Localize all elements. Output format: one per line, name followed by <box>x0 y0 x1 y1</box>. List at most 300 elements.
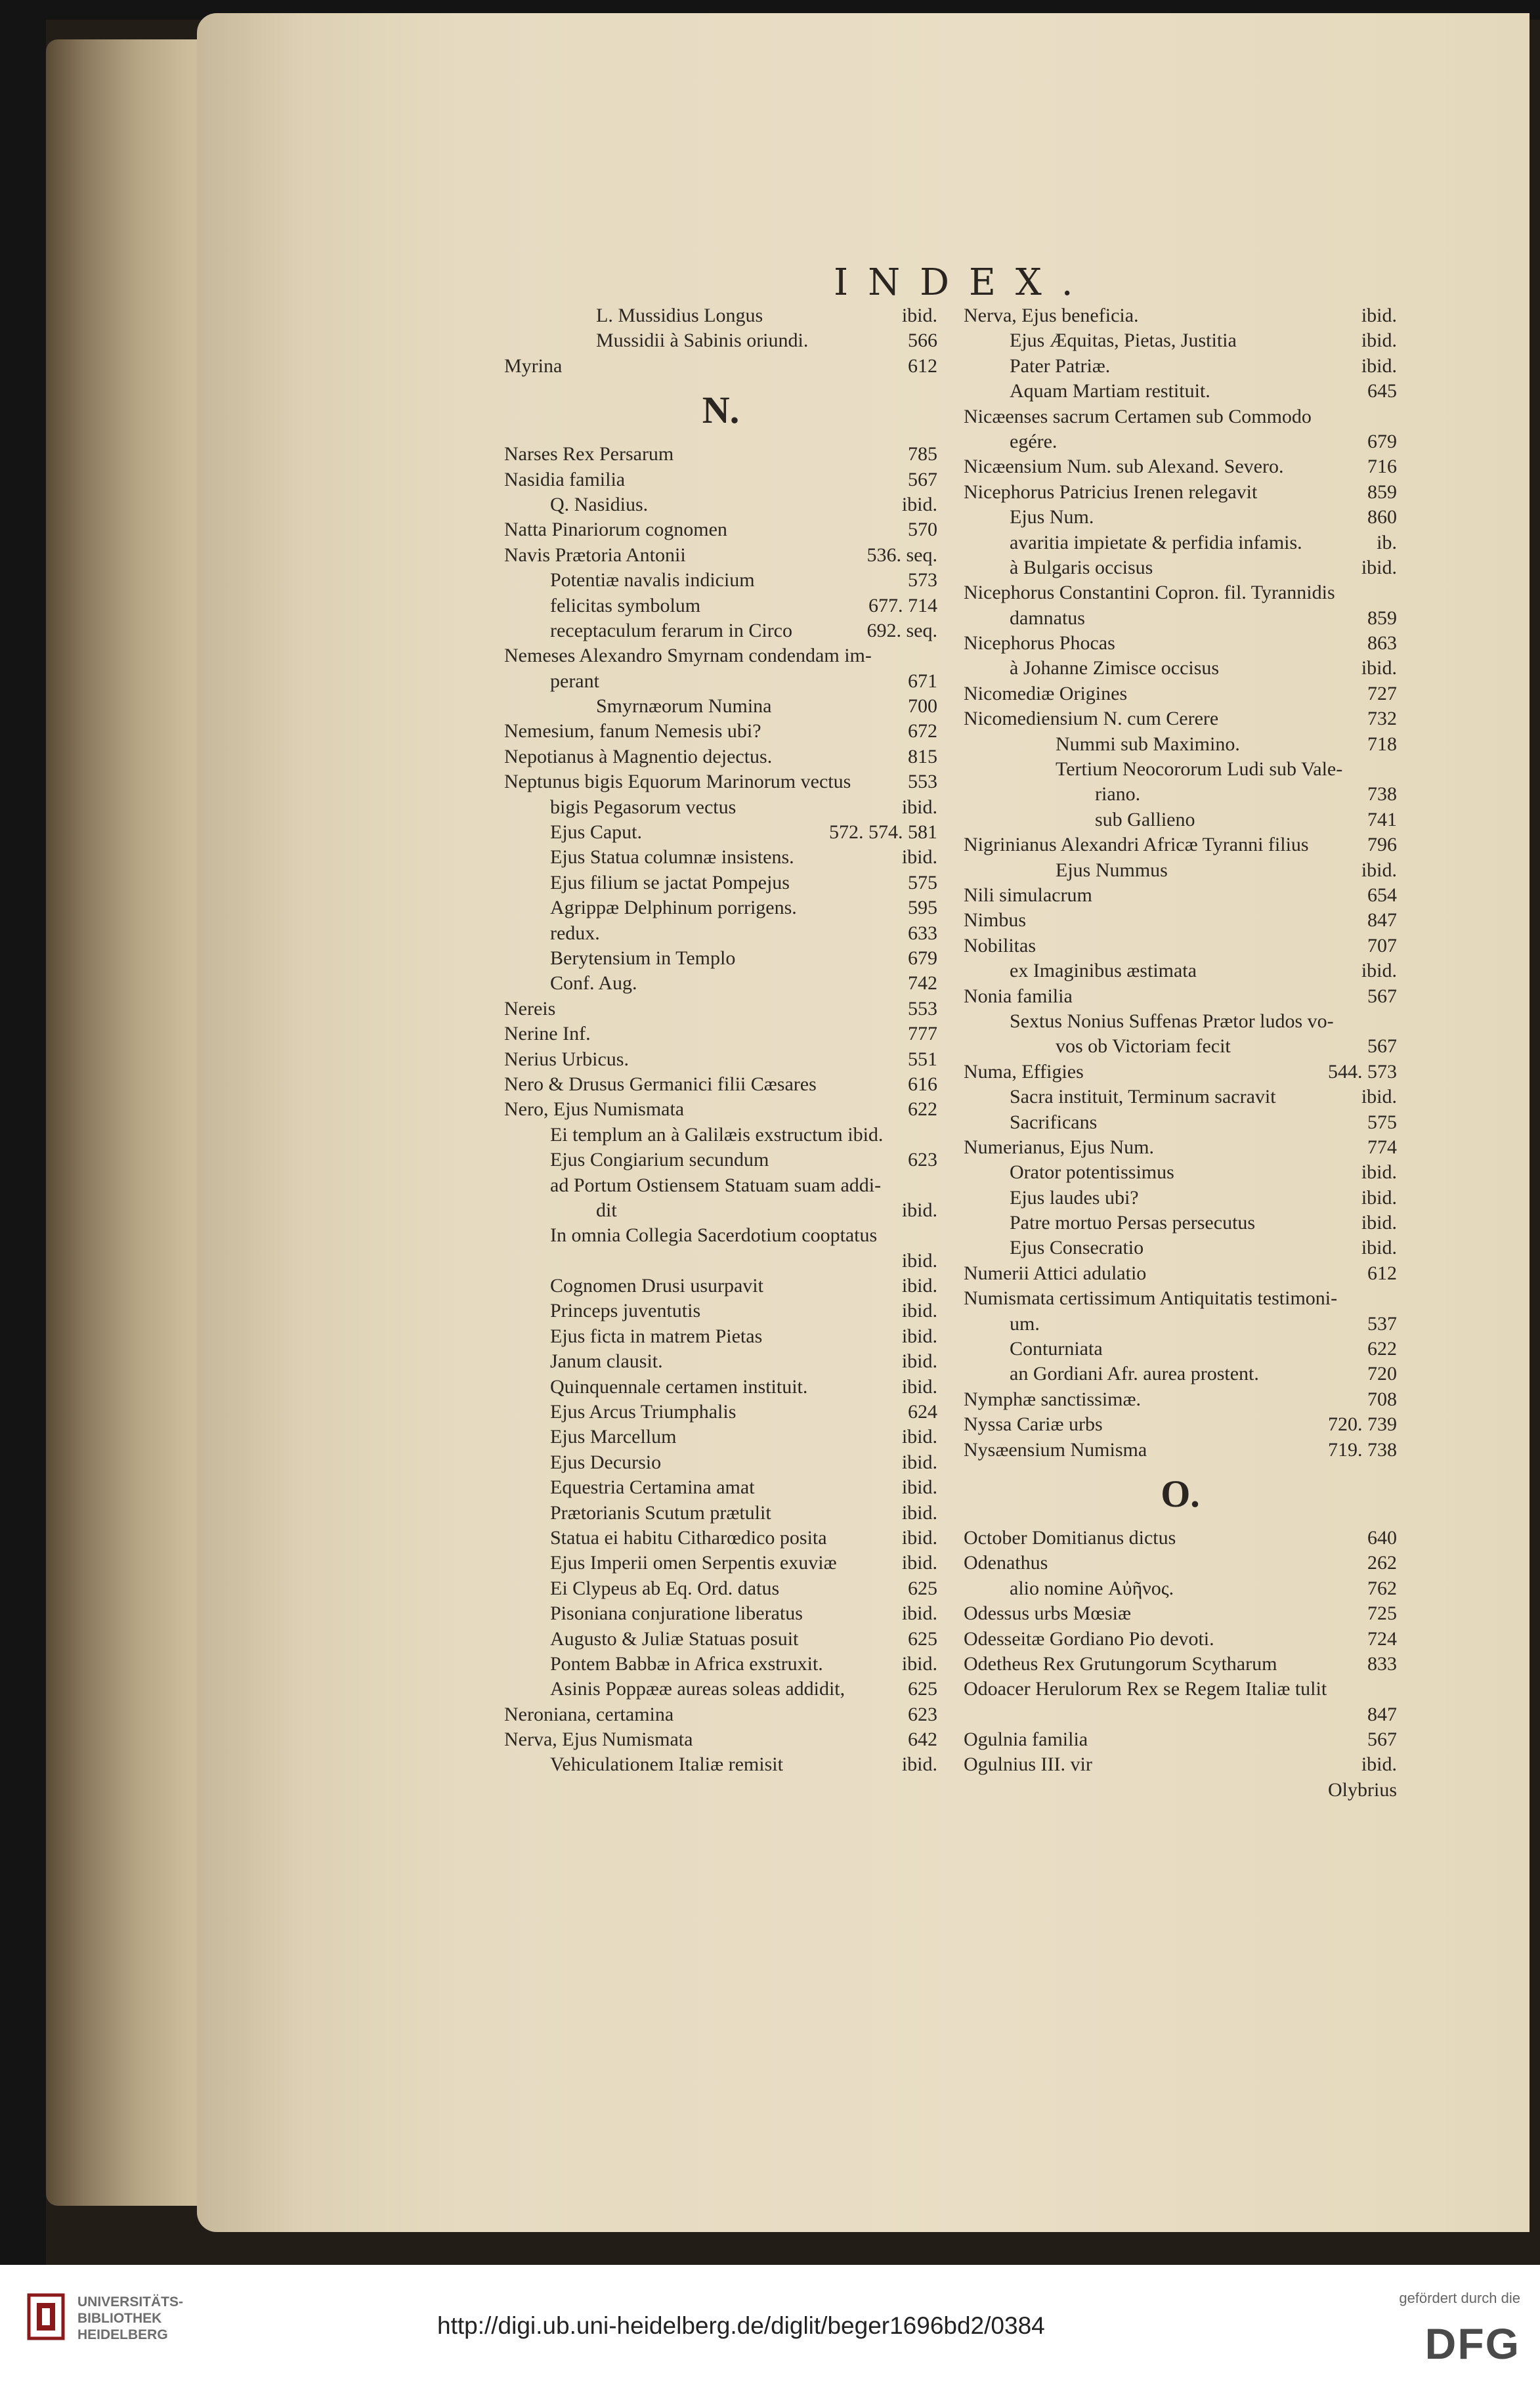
index-entry <box>504 1097 937 1122</box>
entry-term: Ejus laudes ubi? <box>1010 1186 1139 1209</box>
entry-page-ref: 716 <box>1367 456 1397 478</box>
entry-page-ref: 718 <box>1367 733 1397 755</box>
index-entry <box>504 1223 937 1248</box>
index-entry <box>504 643 937 668</box>
index-entry <box>964 1601 1397 1626</box>
entry-term: Cognomen Drusi usurpavit <box>550 1275 763 1297</box>
index-entry <box>964 1085 1397 1109</box>
index-entry <box>964 782 1397 807</box>
entry-term: Ejus Arcus Triumphalis <box>550 1401 737 1423</box>
index-entry <box>964 454 1397 479</box>
index-entry <box>964 908 1397 933</box>
index-entry <box>504 694 937 719</box>
entry-term: L. Mussidius Longus <box>596 305 763 326</box>
index-entry <box>504 1123 937 1148</box>
entry-page-ref: ibid. <box>1361 1212 1397 1234</box>
entry-page-ref: ibid. <box>901 1375 937 1398</box>
index-entry <box>504 1702 937 1727</box>
entry-page-ref: 847 <box>1367 909 1397 932</box>
entry-page-ref: 622 <box>1367 1338 1397 1360</box>
entry-term: Agrippæ Delphinum porrigens. <box>550 897 797 919</box>
entry-term: Janum clausit. <box>550 1350 663 1373</box>
entry-term: redux. <box>550 922 600 944</box>
index-entry <box>504 1021 937 1046</box>
entry-page-ref: 727 <box>1367 682 1397 704</box>
index-entry <box>964 1337 1397 1362</box>
entry-term: Orator potentissimus <box>1010 1161 1174 1184</box>
index-entry <box>504 568 937 593</box>
index-entry <box>964 530 1397 555</box>
entry-term: Patre mortuo Persas persecutus <box>1010 1212 1256 1234</box>
index-entry <box>504 467 937 492</box>
entry-term: à Bulgaris occisus <box>1010 556 1153 578</box>
entry-page-ref: Olybrius <box>1328 1778 1397 1801</box>
entry-page-ref: ibid. <box>1361 1186 1397 1209</box>
entry-page-ref: 537 <box>1367 1312 1397 1335</box>
entry-page-ref: ibid. <box>901 1753 937 1776</box>
entry-page-ref: 595 <box>908 897 937 919</box>
index-entry <box>964 681 1397 706</box>
index-entry <box>964 1261 1397 1286</box>
index-entry <box>504 1526 937 1551</box>
entry-term: Vehiculationem Italiæ remisit <box>550 1753 783 1776</box>
index-entry <box>504 921 937 946</box>
entry-page-ref: ibid. <box>901 1526 937 1549</box>
index-column-right <box>964 303 1397 1803</box>
library-name-line: UNIVERSITÄTS- <box>77 2294 184 2310</box>
index-entry <box>504 1601 937 1626</box>
entry-term: Conturniata <box>1010 1338 1103 1360</box>
entry-term: Odoacer Herulorum Rex se Regem Italiæ tulit <box>964 1678 1327 1700</box>
entry-term: Ejus Decursio <box>550 1451 662 1473</box>
index-entry <box>964 1702 1397 1727</box>
index-entry <box>964 631 1397 656</box>
entry-page-ref: 707 <box>1367 934 1397 956</box>
index-entry <box>964 958 1397 983</box>
entry-term: Natta Pinariorum cognomen <box>504 519 727 541</box>
index-entry <box>504 895 937 920</box>
entry-term: Tertium Neocororum Ludi sub Vale- <box>1056 758 1343 781</box>
entry-page-ref: 762 <box>1367 1577 1397 1599</box>
permalink-url[interactable]: http://digi.ub.uni-heidelberg.de/diglit/beger1696bd2/0384 <box>437 2312 1045 2339</box>
index-entry <box>504 845 937 870</box>
entry-term: Ejus Imperii omen Serpentis exuviæ <box>550 1552 837 1574</box>
entry-term: O. <box>1161 1472 1200 1515</box>
entry-page-ref: 567 <box>1367 985 1397 1007</box>
entry-page-ref: 785 <box>908 443 937 465</box>
index-entry <box>964 555 1397 580</box>
entry-page-ref: ibid. <box>1361 1086 1397 1108</box>
viewer-footer <box>0 2265 1540 2385</box>
entry-page-ref: 625 <box>908 1577 937 1599</box>
index-entry <box>504 1727 937 1752</box>
index-entry <box>504 1627 937 1652</box>
index-entry <box>504 1400 937 1425</box>
index-entry <box>964 984 1397 1009</box>
entry-page-ref: 640 <box>1367 1526 1397 1549</box>
entry-page-ref: 536. seq. <box>866 544 937 566</box>
entry-page-ref: 624 <box>908 1401 937 1423</box>
index-entry <box>504 1349 937 1374</box>
entry-term: Nymphæ sanctissimæ. <box>964 1388 1142 1410</box>
index-entry <box>964 1160 1397 1185</box>
index-letter-heading <box>964 1463 1397 1526</box>
index-entry <box>504 1501 937 1526</box>
entry-term: Myrina <box>504 355 563 377</box>
index-entry <box>504 1274 937 1299</box>
index-entry <box>504 1450 937 1475</box>
entry-page-ref: 567 <box>1367 1729 1397 1751</box>
entry-page-ref: 645 <box>1367 380 1397 402</box>
index-entry <box>964 1652 1397 1677</box>
entry-term: Ejus Consecratio <box>1010 1237 1144 1259</box>
entry-page-ref: 708 <box>1367 1388 1397 1410</box>
index-entry <box>964 807 1397 832</box>
index-entry <box>504 795 937 820</box>
index-entry <box>964 1727 1397 1752</box>
entry-term: Ejus Æquitas, Pietas, Justitia <box>1010 330 1237 352</box>
index-entry <box>504 1375 937 1400</box>
entry-page-ref: 573 <box>908 569 937 591</box>
entry-page-ref: ibid. <box>901 796 937 818</box>
entry-term: Conf. Aug. <box>550 972 637 995</box>
index-entry <box>964 732 1397 757</box>
entry-term: Neptunus bigis Equorum Marinorum vectus <box>504 771 851 793</box>
entry-term: In omnia Collegia Sacerdotium cooptatus <box>550 1224 878 1247</box>
entry-page-ref: ibid. <box>901 1249 937 1272</box>
entry-term: Pisoniana conjuratione liberatus <box>550 1602 803 1625</box>
entry-term: avaritia impietate & perfidia infamis. <box>1010 531 1302 553</box>
entry-term: Nemesium, fanum Nemesis ubi? <box>504 720 761 742</box>
entry-page-ref: ibid. <box>901 1552 937 1574</box>
entry-page-ref: 566 <box>908 330 937 352</box>
entry-page-ref: 616 <box>908 1073 937 1095</box>
entry-page-ref: ibid. <box>901 1300 937 1322</box>
entry-term: Mussidii à Sabinis oriundi. <box>596 330 809 352</box>
dfg-logo: DFG <box>1424 2319 1520 2368</box>
entry-page-ref: 796 <box>1367 834 1397 856</box>
index-entry <box>964 858 1397 883</box>
entry-page-ref: 859 <box>1367 481 1397 503</box>
entry-term: Nicomediæ Origines <box>964 682 1128 704</box>
entry-page-ref: 847 <box>1367 1703 1397 1725</box>
index-entry <box>504 1576 937 1601</box>
entry-page-ref: 815 <box>908 745 937 767</box>
entry-term: Numerianus, Ejus Num. <box>964 1136 1154 1158</box>
entry-term: alio nomine Αὐῆνος. <box>1010 1577 1174 1599</box>
entry-page-ref: 575 <box>1367 1111 1397 1133</box>
entry-term: Statua ei habitu Citharœdico posita <box>550 1526 827 1549</box>
entry-term: Nasidia familia <box>504 468 626 490</box>
index-entry <box>504 1652 937 1677</box>
entry-term: Ejus Caput. <box>550 821 642 844</box>
index-entry <box>504 354 937 379</box>
index-entry <box>964 354 1397 379</box>
entry-term: Nerine Inf. <box>504 1023 591 1045</box>
index-entry <box>504 328 937 353</box>
entry-term: vos ob Victoriam fecit <box>1056 1035 1231 1058</box>
index-entry <box>964 1438 1397 1463</box>
entry-term: Nerva, Ejus Numismata <box>504 1729 693 1751</box>
entry-term: bigis Pegasorum vectus <box>550 796 737 818</box>
entry-term: Nero & Drusus Germanici filii Cæsares <box>504 1073 817 1095</box>
entry-term: Ogulnius III. vir <box>964 1753 1092 1776</box>
entry-term: Pater Patriæ. <box>1010 355 1111 377</box>
entry-term: Nepotianus à Magnentio dejectus. <box>504 745 773 767</box>
entry-page-ref: ibid. <box>1361 556 1397 578</box>
index-entry <box>964 1752 1397 1777</box>
index-entry <box>504 669 937 694</box>
index-entry <box>964 1186 1397 1211</box>
index-entry <box>504 517 937 542</box>
page-header: INDEX. <box>834 261 1093 304</box>
entry-term: Nerius Urbicus. <box>504 1048 629 1070</box>
entry-term: Quinquennale certamen instituit. <box>550 1375 808 1398</box>
entry-page-ref: 777 <box>908 1023 937 1045</box>
entry-page-ref: ibid. <box>901 1199 937 1221</box>
index-entry <box>504 820 937 845</box>
library-name-line: HEIDELBERG <box>77 2327 168 2342</box>
index-entry <box>964 883 1397 908</box>
entry-term: Odetheus Rex Grutungorum Scytharum <box>964 1652 1277 1675</box>
index-entry <box>964 706 1397 731</box>
entry-page-ref: ibid. <box>1361 1753 1397 1776</box>
entry-term: Ogulnia familia <box>964 1729 1088 1751</box>
index-entry <box>504 442 937 467</box>
entry-term: Nicæensium Num. sub Alexand. Severo. <box>964 456 1284 478</box>
entry-term: Nummi sub Maximino. <box>1056 733 1240 755</box>
entry-term: receptaculum ferarum in Circo <box>550 619 792 641</box>
index-entry <box>964 1576 1397 1601</box>
entry-page-ref: 654 <box>1367 884 1397 906</box>
index-entry <box>504 1249 937 1274</box>
entry-term: Nonia familia <box>964 985 1073 1007</box>
index-entry <box>504 543 937 568</box>
entry-page-ref: 623 <box>908 1703 937 1725</box>
entry-term: Nysæensium Numisma <box>964 1438 1147 1461</box>
entry-page-ref: 551 <box>908 1048 937 1070</box>
entry-term: Sextus Nonius Suffenas Prætor ludos vo- <box>1010 1010 1334 1032</box>
index-entry <box>964 1412 1397 1437</box>
entry-term: Ejus Marcellum <box>550 1426 677 1448</box>
entry-page-ref: 677. 714 <box>868 594 937 616</box>
index-entry <box>964 1211 1397 1235</box>
entry-term: à Johanne Zimisce occisus <box>1010 657 1220 679</box>
entry-term: Nili simulacrum <box>964 884 1092 906</box>
entry-term: perant <box>550 670 599 692</box>
entry-page-ref: ibid. <box>901 1325 937 1347</box>
entry-page-ref: 572. 574. 581 <box>829 821 937 844</box>
entry-page-ref: 544. 573 <box>1328 1060 1397 1083</box>
entry-term: ex Imaginibus æstimata <box>1010 960 1197 982</box>
entry-term: Odenathus <box>964 1552 1048 1574</box>
entry-term: Asinis Poppææ aureas soleas addidit, <box>550 1678 845 1700</box>
entry-term: um. <box>1010 1312 1040 1335</box>
index-entry <box>504 1047 937 1072</box>
index-entry <box>504 744 937 769</box>
index-entry <box>964 1009 1397 1034</box>
index-entry <box>964 1034 1397 1059</box>
entry-page-ref: ibid. <box>1361 859 1397 881</box>
index-entry <box>504 719 937 744</box>
index-entry <box>964 1312 1397 1337</box>
entry-term: Prætorianis Scutum prætulit <box>550 1501 771 1524</box>
entry-term: Nicephorus Phocas <box>964 632 1115 655</box>
entry-term: N. <box>702 389 740 432</box>
entry-term: Princeps juventutis <box>550 1300 701 1322</box>
entry-term: Nicæenses sacrum Certamen sub Commodo <box>964 405 1312 427</box>
entry-term: Smyrnæorum Numina <box>596 695 772 718</box>
entry-page-ref: 725 <box>1367 1602 1397 1625</box>
index-entry <box>964 757 1397 782</box>
index-entry <box>964 1235 1397 1260</box>
index-entry <box>964 1778 1397 1803</box>
index-entry <box>504 997 937 1021</box>
entry-term: Berytensium in Templo <box>550 947 736 969</box>
entry-page-ref: ibid. <box>901 1426 937 1448</box>
entry-page-ref: 724 <box>1367 1627 1397 1650</box>
entry-page-ref: 720. 739 <box>1328 1413 1397 1436</box>
entry-page-ref: ibid. <box>1361 1161 1397 1184</box>
entry-page-ref: 742 <box>908 972 937 995</box>
entry-term: sub Gallieno <box>1095 808 1195 830</box>
entry-term: Ejus Num. <box>1010 506 1094 528</box>
index-entry <box>964 1677 1397 1702</box>
entry-term: Potentiæ navalis indicium <box>550 569 755 591</box>
entry-page-ref: 642 <box>908 1729 937 1751</box>
index-entry <box>964 1110 1397 1135</box>
entry-page-ref: ibid. <box>901 1602 937 1625</box>
entry-term: October Domitianus dictus <box>964 1526 1176 1549</box>
entry-term: Ei templum an à Galilæis exstructum ibid. <box>550 1123 884 1146</box>
entry-term: Ejus Nummus <box>1056 859 1168 881</box>
index-entry <box>504 1677 937 1702</box>
entry-page-ref: 774 <box>1367 1136 1397 1158</box>
index-entry <box>504 971 937 996</box>
index-entry <box>504 1198 937 1223</box>
index-entry <box>964 1627 1397 1652</box>
index-entry <box>504 1475 937 1500</box>
entry-term: Ejus Statua columnæ insistens. <box>550 846 794 869</box>
entry-term: Nerva, Ejus beneficia. <box>964 305 1139 326</box>
entry-page-ref: 700 <box>908 695 937 718</box>
index-entry <box>964 328 1397 353</box>
index-entry <box>504 1072 937 1097</box>
entry-page-ref: 262 <box>1367 1552 1397 1574</box>
funding-note: gefördert durch die <box>1399 2290 1520 2306</box>
entry-term: Narses Rex Persarum <box>504 443 674 465</box>
entry-term: dit <box>596 1199 617 1221</box>
entry-page-ref: 719. 738 <box>1328 1438 1397 1461</box>
entry-page-ref: 679 <box>908 947 937 969</box>
index-entry <box>964 1526 1397 1551</box>
index-entry <box>964 404 1397 429</box>
index-entry <box>964 303 1397 328</box>
entry-page-ref: 567 <box>908 468 937 490</box>
index-entry <box>504 769 937 794</box>
index-entry <box>964 934 1397 958</box>
entry-term: Aquam Martiam restituit. <box>1010 380 1210 402</box>
entry-page-ref: 859 <box>1367 607 1397 629</box>
entry-term: Nero, Ejus Numismata <box>504 1098 685 1121</box>
entry-term: Navis Prætoria Antonii <box>504 544 686 566</box>
entry-term: Equestria Certamina amat <box>550 1476 755 1499</box>
entry-term: Ejus Congiarium secundum <box>550 1149 769 1171</box>
entry-page-ref: 679 <box>1367 430 1397 452</box>
entry-page-ref: 612 <box>908 355 937 377</box>
entry-term: damnatus <box>1010 607 1085 629</box>
entry-page-ref: 625 <box>908 1627 937 1650</box>
entry-page-ref: 553 <box>908 771 937 793</box>
index-entry <box>504 1752 937 1777</box>
entry-term: Numa, Effigies <box>964 1060 1084 1083</box>
entry-term: ad Portum Ostiensem Statuam suam addi- <box>550 1174 882 1196</box>
entry-page-ref: 553 <box>908 997 937 1020</box>
entry-page-ref: ibid. <box>901 1501 937 1524</box>
entry-term: Nimbus <box>964 909 1027 932</box>
entry-term: Odesseitæ Gordiano Pio devoti. <box>964 1627 1214 1650</box>
index-letter-heading <box>504 379 937 442</box>
index-entry <box>964 1362 1397 1386</box>
entry-page-ref: ibid. <box>901 1652 937 1675</box>
entry-term: Odessus urbs Mœsiæ <box>964 1602 1132 1625</box>
entry-page-ref: ibid. <box>1361 960 1397 982</box>
entry-term: Ejus filium se jactat Pompejus <box>550 871 790 893</box>
entry-page-ref: 612 <box>1367 1262 1397 1284</box>
entry-term: Sacrificans <box>1010 1111 1098 1133</box>
entry-term: Nigrinianus Alexandri Africæ Tyranni filius <box>964 834 1309 856</box>
entry-page-ref: ibid. <box>1361 305 1397 326</box>
entry-page-ref: 741 <box>1367 808 1397 830</box>
index-entry <box>504 618 937 643</box>
index-entry <box>964 656 1397 681</box>
index-entry <box>504 1551 937 1576</box>
entry-page-ref: 575 <box>908 871 937 893</box>
entry-page-ref: 567 <box>1367 1035 1397 1058</box>
index-entry <box>504 492 937 517</box>
index-entry <box>964 1551 1397 1576</box>
entry-page-ref: 625 <box>908 1678 937 1700</box>
entry-term: an Gordiani Afr. aurea prostent. <box>1010 1363 1259 1385</box>
entry-page-ref: ibid. <box>901 1476 937 1499</box>
index-entry <box>964 480 1397 505</box>
library-seal-icon <box>26 2292 66 2341</box>
entry-page-ref: 833 <box>1367 1652 1397 1675</box>
entry-page-ref: ibid. <box>1361 657 1397 679</box>
index-entry <box>504 593 937 618</box>
entry-term: Ei Clypeus ab Eq. Ord. datus <box>550 1577 780 1599</box>
entry-term: Numerii Attici adulatio <box>964 1262 1147 1284</box>
index-entry <box>964 580 1397 605</box>
entry-term: Nobilitas <box>964 934 1036 956</box>
entry-page-ref: 570 <box>908 519 937 541</box>
entry-term: Nicephorus Patricius Irenen relegavit <box>964 481 1258 503</box>
index-entry <box>964 429 1397 454</box>
entry-term: Nereis <box>504 997 556 1020</box>
entry-term: riano. <box>1095 783 1141 806</box>
library-name <box>77 2294 183 2343</box>
entry-page-ref: 738 <box>1367 783 1397 806</box>
entry-page-ref: ibid. <box>1361 355 1397 377</box>
entry-page-ref: 672 <box>908 720 937 742</box>
entry-page-ref: 860 <box>1367 506 1397 528</box>
entry-term: Augusto & Juliæ Statuas posuit <box>550 1627 799 1650</box>
index-entry <box>504 946 937 971</box>
entry-term: Nemeses Alexandro Smyrnam condendam im- <box>504 645 872 667</box>
entry-page-ref: 692. seq. <box>866 619 937 641</box>
entry-term: Sacra instituit, Terminum sacravit <box>1010 1086 1276 1108</box>
entry-page-ref: 671 <box>908 670 937 692</box>
